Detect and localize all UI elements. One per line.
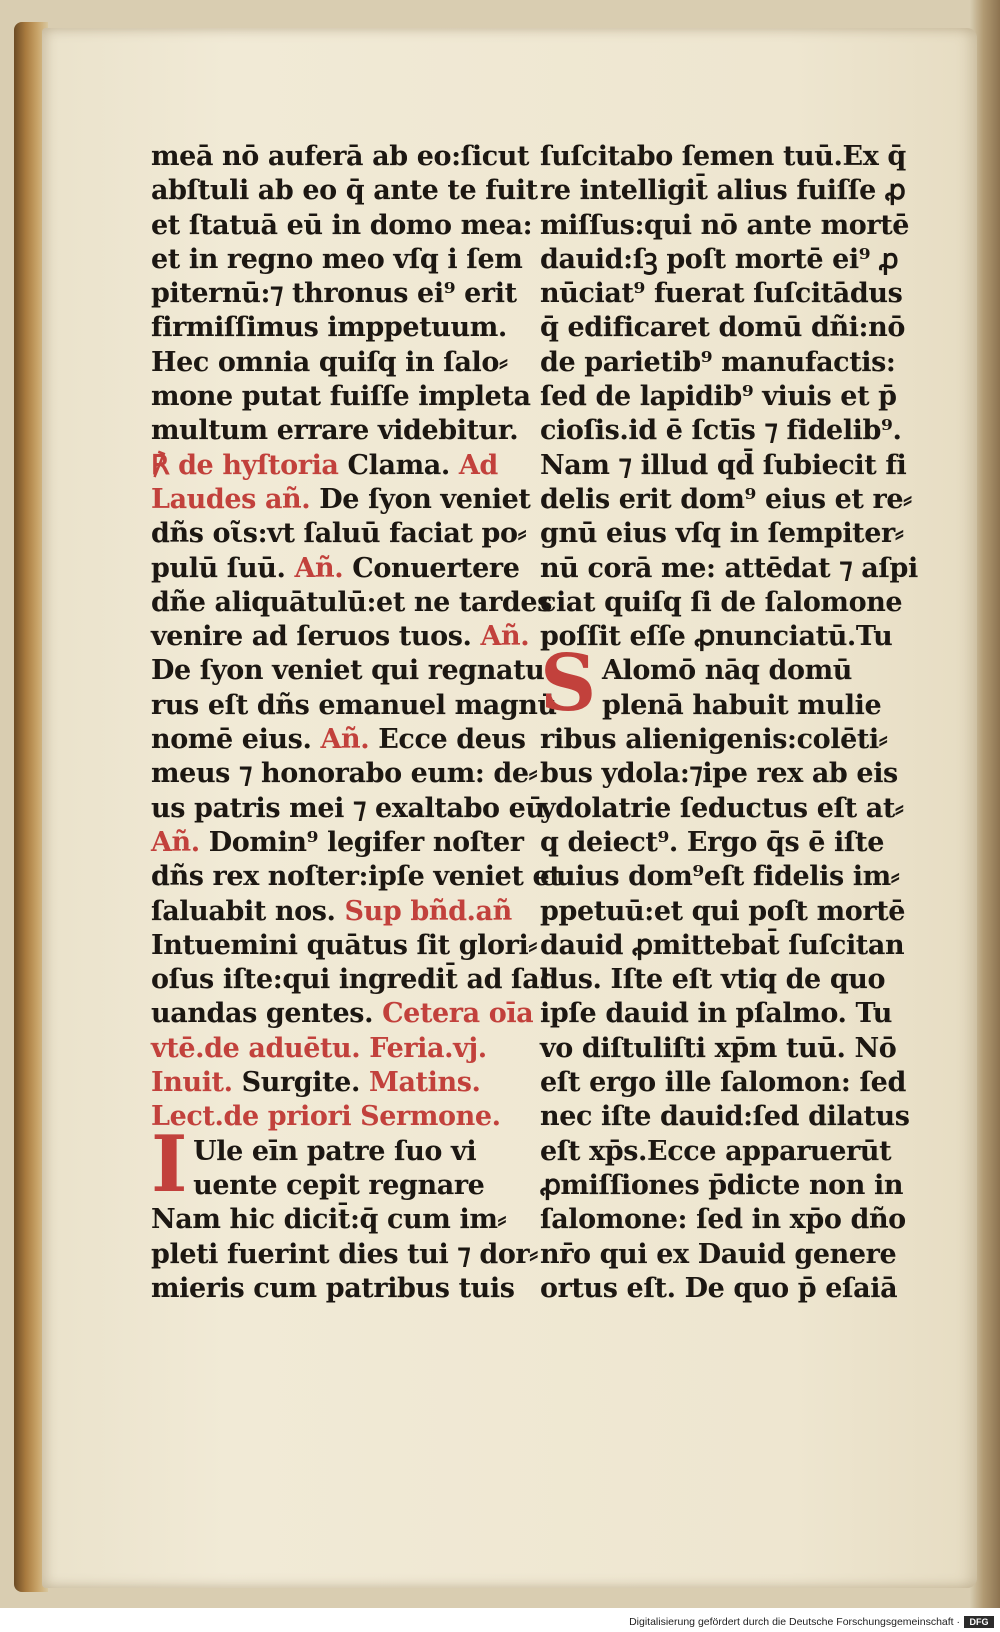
rubric-text: Matins. — [368, 1067, 481, 1099]
rubric-text: Lect.de priori Sermone. — [151, 1101, 501, 1133]
body-text: meā nō auferā ab eo:ſicut — [151, 141, 530, 172]
body-text: dñe aliquātulū:et ne tardes — [151, 586, 552, 618]
body-text: dauid:ſꝫ poſt mortē ei⁹ ꝓ — [540, 243, 899, 275]
text-line — [540, 860, 915, 894]
body-text: pulū ſuū. — [151, 552, 295, 584]
text-line — [151, 860, 562, 894]
body-text: oſus iſte:qui ingredit̄ ad ſal — [151, 964, 550, 996]
right-text-column — [540, 140, 918, 1306]
text-line — [540, 517, 915, 551]
body-text: dauid ꝓmittebat̄ ſuſcitan — [540, 929, 905, 961]
rubric-text: Añ. — [294, 552, 353, 584]
body-text: nūciat⁹ fuerat ſuſcitādus — [540, 278, 903, 310]
rubric-text: Añ. — [320, 724, 379, 756]
body-text: ſalomone: ſed in xp̄o dño — [540, 1204, 906, 1236]
text-line — [151, 1238, 538, 1272]
text-line — [540, 895, 915, 929]
body-text: uandas gentes. — [151, 998, 383, 1030]
text-line — [151, 552, 521, 586]
text-line — [540, 1238, 915, 1272]
body-text: dus. Iſte eſt vtiq̧ de quo — [540, 964, 886, 996]
body-text: us patris mei ⁊ exaltabo eū — [151, 792, 545, 824]
body-text: ciat quiſq̧ ſi de ſalomone — [540, 586, 903, 618]
text-line — [540, 689, 915, 723]
body-text: De ſyon veniet qui regnatu — [151, 655, 545, 687]
text-line — [540, 140, 915, 174]
body-text: pleti fuerint dies tui ⁊ dor⸗ — [151, 1238, 538, 1270]
body-text: rus eſt dñs emanuel magnū — [151, 689, 557, 721]
body-text: bus ydola:⁊ipe rex ab eis — [540, 758, 898, 790]
body-text: Ule eīn patre ſuo vi — [193, 1135, 477, 1167]
body-text: nec iſte dauid:ſed dilatus — [540, 1101, 910, 1133]
left-text-column — [151, 140, 562, 1306]
text-line — [540, 414, 915, 448]
text-line — [151, 449, 521, 483]
text-line — [540, 174, 915, 208]
text-line — [151, 963, 550, 997]
text-line — [151, 997, 534, 1031]
body-text: de parietib⁹ manufactis: — [540, 346, 896, 378]
body-text: q̧ deiect⁹. Ergo q̄s ē iſte — [540, 826, 884, 858]
text-line — [540, 997, 915, 1031]
text-line — [151, 586, 552, 620]
text-line — [540, 757, 915, 791]
digitization-credit — [0, 1612, 1000, 1632]
body-text: ſaluabit nos. — [151, 895, 345, 927]
text-line — [151, 174, 538, 208]
text-line — [151, 620, 530, 654]
text-line — [151, 792, 545, 826]
body-text: ortus eſt. De quo p̄ eſaiā — [540, 1272, 898, 1304]
body-text: delis erit dom⁹ eius et re⸗ — [540, 483, 912, 515]
body-text: ſuſcitabo ſemen tuū.Ex q̄ — [540, 141, 906, 172]
body-text: mieris cum patribus tuis — [151, 1272, 515, 1304]
body-text: Nam ⁊ illud qd̄ ſubiecit fi — [540, 449, 907, 481]
body-text: Nam hic dicit̄:q̄ cum im⸗ — [151, 1204, 507, 1236]
rubric-text: Añ. — [480, 621, 530, 653]
body-text: ribus alienigenis:colēti⸗ — [540, 724, 888, 756]
text-line — [540, 1100, 915, 1134]
body-text: uente cepit regnare — [193, 1169, 485, 1201]
text-line — [151, 826, 524, 860]
rubric-text: vtē.de aduētu. Feria.vj. — [151, 1032, 487, 1064]
text-line — [540, 449, 915, 483]
text-line — [151, 1100, 521, 1134]
text-line — [151, 517, 527, 551]
text-line — [151, 140, 530, 174]
body-text: poſſit eſſe ꝓnunciatū.Tu — [540, 621, 893, 653]
body-text: ydolatrie ſeductus eſt at⸗ — [540, 792, 904, 824]
body-text: Domin⁹ legifer noſter — [208, 826, 524, 858]
body-text: mone putat fuiſſe impleta — [151, 381, 531, 413]
body-text: Conuertere — [352, 552, 520, 584]
body-text: nomē eius. — [151, 724, 321, 756]
body-text: re intelligit̄ alius fuiſſe ꝓ — [540, 175, 906, 207]
text-line — [540, 1066, 915, 1100]
body-text: vo diſtuliſti xp̄m tuū. Nō — [540, 1032, 897, 1064]
text-line — [540, 346, 915, 380]
body-text: q̄ edificaret domū dñi:nō — [540, 312, 905, 344]
body-text: venire ad ſeruos tuos. — [151, 621, 481, 653]
text-line — [540, 963, 915, 997]
body-text: Surgite. — [241, 1067, 369, 1099]
text-line — [151, 1203, 521, 1237]
text-line — [540, 723, 915, 757]
rubric-text: ℟ de hyſtoria — [151, 449, 348, 481]
text-line — [151, 380, 531, 414]
text-line — [151, 243, 521, 277]
body-text: dñs rex noſter:ipſe veniet et — [151, 861, 562, 893]
text-line — [151, 895, 521, 929]
text-line — [540, 1032, 915, 1066]
text-line — [151, 1066, 521, 1100]
body-text: multum errare videbitur. — [151, 415, 519, 447]
rubric-text: Ad — [458, 449, 498, 481]
body-text: ppetuū:et qui poſt mortē — [540, 895, 906, 927]
body-text: miſſus:qui nō ante mortē — [540, 209, 910, 241]
body-text: Ecce deus — [378, 724, 526, 756]
body-text: De ſyon veniet — [319, 483, 531, 515]
text-line — [540, 483, 915, 517]
body-text: et ſtatuā eū in domo mea: — [151, 209, 533, 241]
text-line — [151, 414, 521, 448]
text-line — [540, 380, 915, 414]
text-line — [151, 723, 526, 757]
initial-capital: I — [151, 1118, 188, 1210]
text-line — [540, 1169, 915, 1203]
rubric-text: Laudes añ. — [151, 483, 320, 515]
body-text: Intuemini quātus ſit glori⸗ — [151, 929, 537, 961]
text-line — [151, 929, 537, 963]
credit-text: Digitalisierung gefördert durch die Deutsche Forschungsgemeinschaft · — [629, 1616, 960, 1628]
text-line — [540, 620, 915, 654]
text-line — [540, 792, 915, 826]
rubric-text: Inuit. — [151, 1067, 242, 1099]
text-line — [540, 243, 915, 277]
body-text: dñs oῖs:vt ſaluū faciat po⸗ — [151, 518, 527, 550]
text-line — [151, 654, 545, 688]
body-text: Hec omnia quiſq̧ in ſalo⸗ — [151, 346, 508, 378]
body-text: et in regno meo vſq̧ i ſem — [151, 243, 523, 275]
text-line — [151, 311, 521, 345]
body-text: Clama. — [347, 449, 459, 481]
text-line — [151, 209, 533, 243]
text-line — [540, 929, 915, 963]
text-line — [540, 311, 915, 345]
text-line — [540, 552, 918, 586]
text-line — [540, 1272, 915, 1306]
body-text: nū corā me: attēdat ⁊ aſpi — [540, 552, 918, 584]
rubric-text: Añ. — [151, 826, 209, 858]
body-text: cioſis.id ē ſctīs ⁊ fidelib⁹. — [540, 415, 902, 447]
body-text: plenā habuit mulie — [601, 689, 882, 721]
text-line — [151, 689, 557, 723]
body-text: ipſe dauid in pſalmo. Tu — [540, 998, 892, 1030]
body-text: firmiſſimus imppetuum. — [151, 312, 507, 344]
text-line — [151, 757, 538, 791]
body-text: cuius dom⁹eſt fidelis im⸗ — [540, 861, 900, 893]
rubric-text: Cetera oīa — [382, 998, 534, 1030]
text-line — [540, 209, 915, 243]
body-text: eſt xp̄s.Ecce apparuerūt — [540, 1135, 892, 1167]
text-line — [540, 1135, 915, 1169]
body-text: ꝓmiſſiones p̄dicte non in — [540, 1169, 904, 1201]
text-line — [151, 1272, 521, 1306]
body-text: abſtuli ab eo q̄ ante te fuit — [151, 175, 538, 207]
body-text: nr̄o qui ex Dauid genere — [540, 1238, 897, 1270]
initial-capital: S — [540, 638, 596, 730]
text-line — [540, 277, 915, 311]
text-line — [151, 483, 531, 517]
body-text: ſed de lapidib⁹ viuis et p̄ — [540, 381, 897, 413]
text-line — [151, 277, 521, 311]
dfg-logo: DFG — [964, 1616, 994, 1628]
text-line — [151, 1032, 521, 1066]
rubric-text: Sup bñd.añ — [344, 895, 512, 927]
text-line — [540, 1203, 915, 1237]
body-text: gnū eius vſq̧ in ſempiter⸗ — [540, 518, 904, 550]
text-line — [151, 346, 521, 380]
body-text: Alomō nāq̧ domū — [601, 655, 853, 687]
text-line — [540, 826, 915, 860]
text-line — [540, 586, 915, 620]
body-text: piternū:⁊ thronus ei⁹ erit — [151, 278, 517, 310]
body-text: meus ⁊ honorabo eum: de⸗ — [151, 758, 538, 790]
body-text: eſt ergo ille ſalomon: ſed — [540, 1067, 906, 1099]
text-line — [151, 1169, 521, 1203]
